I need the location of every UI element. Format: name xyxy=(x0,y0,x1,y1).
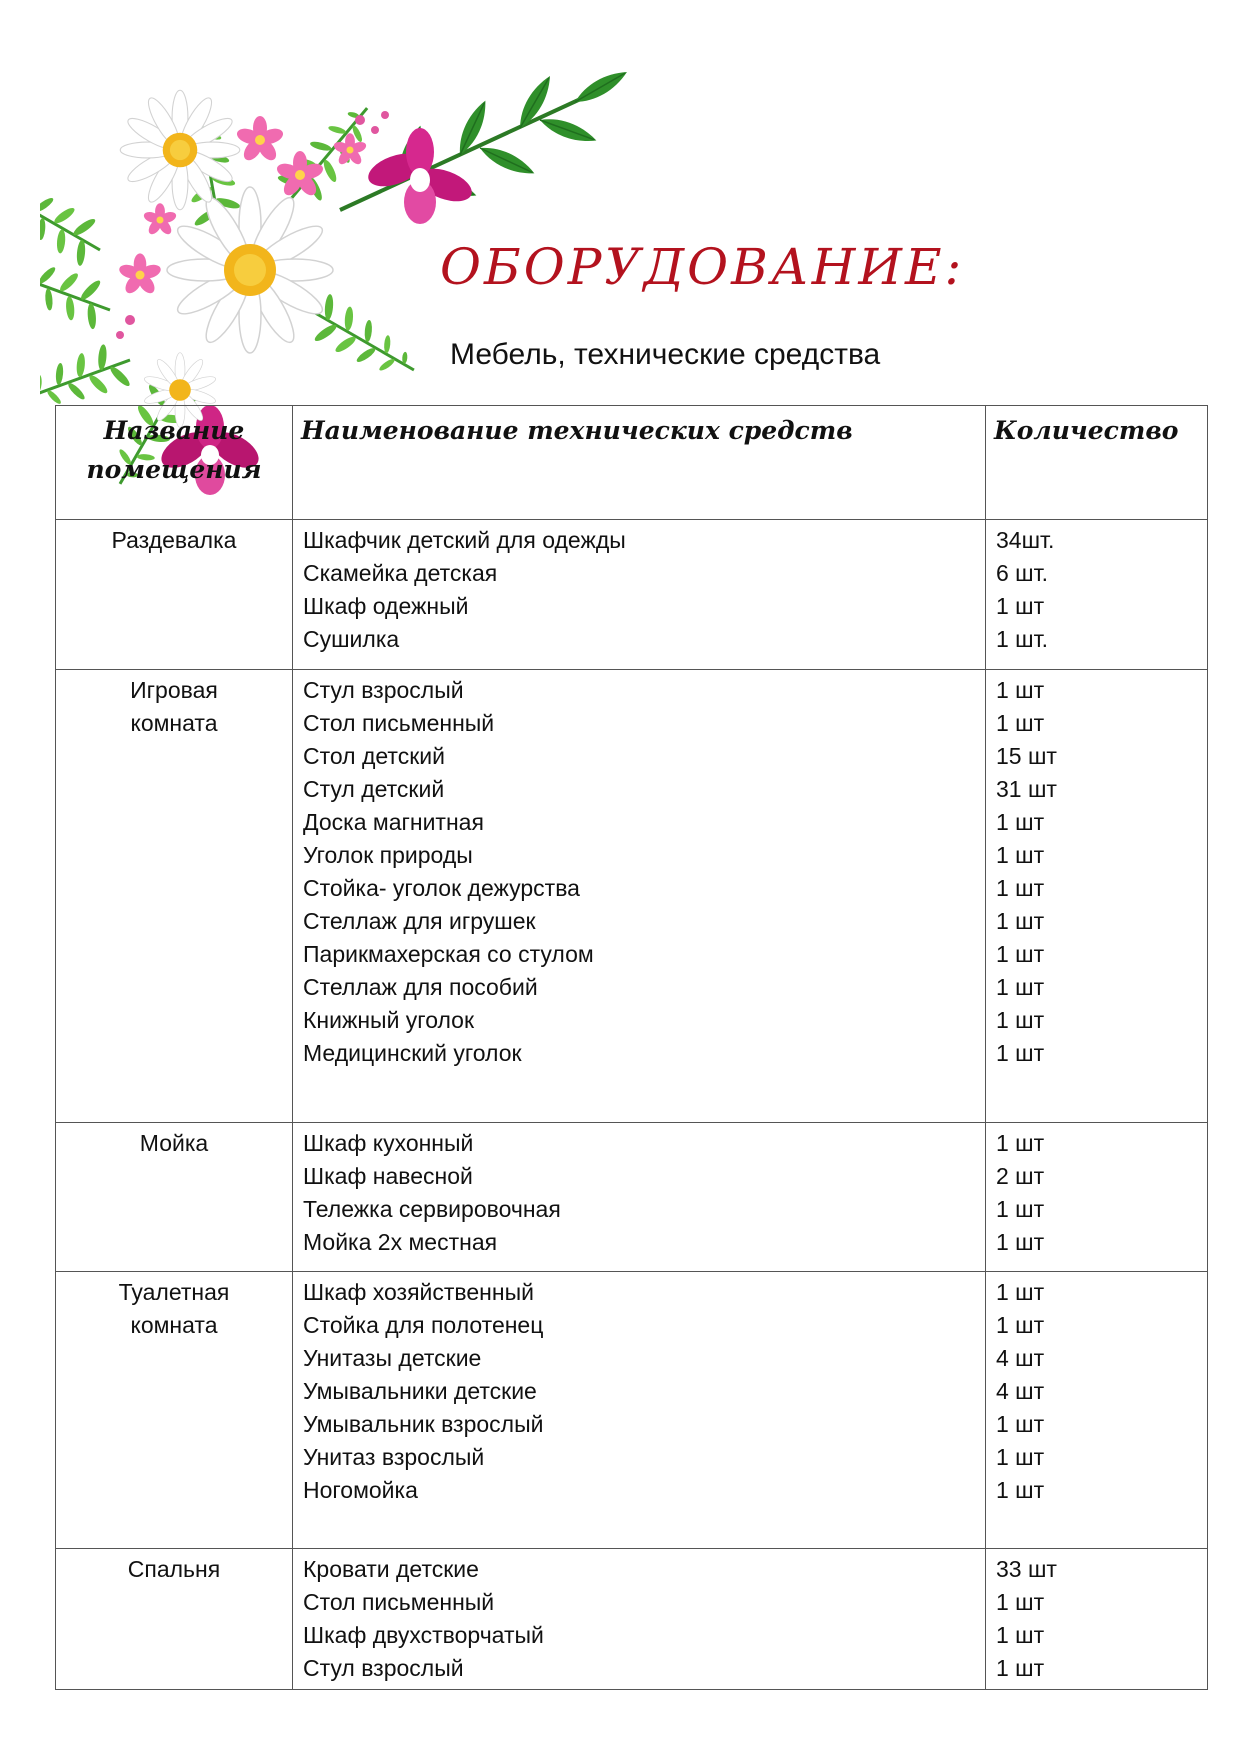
quantity-value: 1 шт xyxy=(996,1622,1045,1648)
room-name-line: Мойка xyxy=(139,1130,209,1156)
room-name-line: Игровая xyxy=(130,677,218,703)
page-title: ОБОРУДОВАНИЕ: xyxy=(440,238,965,296)
quantity-value: 34шт. xyxy=(996,527,1055,553)
quantity-value: 1 шт xyxy=(996,809,1045,835)
header-room-name: Название помещения xyxy=(56,406,293,520)
equipment-item: Стол письменный xyxy=(303,710,495,736)
room-name-line: Раздевалка xyxy=(111,527,237,553)
quantity-cell xyxy=(986,1272,1208,1549)
equipment-list-cell xyxy=(293,1123,986,1272)
equipment-list-cell xyxy=(293,520,986,670)
equipment-item: Умывальники детские xyxy=(303,1378,537,1404)
quantity-value: 1 шт xyxy=(996,908,1045,934)
table-row xyxy=(56,1123,1208,1272)
equipment-item: Стол письменный xyxy=(303,1589,495,1615)
equipment-item: Доска магнитная xyxy=(303,809,484,835)
room-name-line: Спальня xyxy=(127,1556,221,1582)
equipment-item: Шкаф кухонный xyxy=(303,1130,474,1156)
quantity-value: 1 шт xyxy=(996,593,1045,619)
quantity-value: 1 шт xyxy=(996,875,1045,901)
quantity-value: 4 шт xyxy=(996,1345,1045,1371)
quantity-value: 1 шт xyxy=(996,1312,1045,1338)
equipment-item: Книжный уголок xyxy=(303,1007,475,1033)
table-header-row xyxy=(56,406,1208,520)
equipment-item: Стол детский xyxy=(303,743,445,769)
quantity-value: 1 шт xyxy=(996,842,1045,868)
equipment-item: Скамейка детская xyxy=(303,560,498,586)
room-name-line: комната xyxy=(130,710,218,736)
quantity-value: 1 шт xyxy=(996,1411,1045,1437)
equipment-item: Шкаф навесной xyxy=(303,1163,473,1189)
room-name-line: Туалетная xyxy=(118,1279,230,1305)
quantity-value: 1 шт xyxy=(996,974,1045,1000)
room-name-cell xyxy=(56,1549,293,1690)
equipment-item: Стул взрослый xyxy=(303,1655,464,1681)
room-name-cell xyxy=(56,1123,293,1272)
quantity-value: 1 шт xyxy=(996,1040,1045,1066)
table-row xyxy=(56,520,1208,670)
quantity-cell xyxy=(986,1123,1208,1272)
quantity-value: 6 шт. xyxy=(996,560,1049,586)
quantity-value: 33 шт xyxy=(996,1556,1057,1582)
equipment-item: Ногомойка xyxy=(303,1477,418,1503)
table-row xyxy=(56,670,1208,1123)
quantity-value: 1 шт xyxy=(996,1196,1045,1222)
equipment-item: Тележка сервировочная xyxy=(303,1196,561,1222)
quantity-cell xyxy=(986,1549,1208,1690)
equipment-item: Унитазы детские xyxy=(303,1345,482,1371)
equipment-item: Сушилка xyxy=(303,626,400,652)
table-row xyxy=(56,1272,1208,1549)
quantity-value: 1 шт xyxy=(996,1229,1045,1255)
equipment-item: Уголок природы xyxy=(303,842,473,868)
quantity-value: 1 шт xyxy=(996,1589,1045,1615)
quantity-value: 1 шт xyxy=(996,1655,1045,1681)
room-name-line: комната xyxy=(130,1312,218,1338)
equipment-item: Шкаф хозяйственный xyxy=(303,1279,534,1305)
equipment-table xyxy=(55,405,1208,1690)
quantity-cell xyxy=(986,670,1208,1123)
quantity-value: 1 шт xyxy=(996,710,1045,736)
quantity-value: 31 шт xyxy=(996,776,1057,802)
equipment-item: Шкаф двухстворчатый xyxy=(303,1622,544,1648)
equipment-item: Парикмахерская со стулом xyxy=(303,941,594,967)
quantity-value: 1 шт xyxy=(996,941,1045,967)
equipment-item: Стул взрослый xyxy=(303,677,464,703)
equipment-item: Мойка 2х местная xyxy=(303,1229,498,1255)
equipment-item: Умывальник взрослый xyxy=(303,1411,544,1437)
equipment-list-cell xyxy=(293,670,986,1123)
quantity-value: 1 шт xyxy=(996,1477,1045,1503)
quantity-value: 4 шт xyxy=(996,1378,1045,1404)
quantity-value: 1 шт xyxy=(996,1130,1045,1156)
quantity-value: 15 шт xyxy=(996,743,1057,769)
header-quantity: Количество xyxy=(986,406,1208,520)
quantity-value: 2 шт xyxy=(996,1163,1045,1189)
room-name-cell xyxy=(56,520,293,670)
room-name-cell xyxy=(56,1272,293,1549)
table-row xyxy=(56,1549,1208,1690)
room-name-cell xyxy=(56,670,293,1123)
equipment-item: Кровати детские xyxy=(303,1556,479,1582)
quantity-value: 1 шт xyxy=(996,1007,1045,1033)
page-subtitle: Мебель, технические средства xyxy=(450,338,881,371)
equipment-item: Медицинский уголок xyxy=(303,1040,522,1066)
equipment-list-cell xyxy=(293,1549,986,1690)
header-equipment-name: Наименование технических средств xyxy=(293,406,986,520)
equipment-item: Стойка для полотенец xyxy=(303,1312,544,1338)
equipment-item: Стойка- уголок дежурства xyxy=(303,875,580,901)
equipment-item: Стеллаж для игрушек xyxy=(303,908,536,934)
quantity-value: 1 шт xyxy=(996,677,1045,703)
equipment-item: Шкафчик детский для одежды xyxy=(303,527,626,553)
quantity-value: 1 шт xyxy=(996,1279,1045,1305)
equipment-item: Шкаф одежный xyxy=(303,593,469,619)
equipment-item: Стул детский xyxy=(303,776,445,802)
quantity-cell xyxy=(986,520,1208,670)
quantity-value: 1 шт xyxy=(996,1444,1045,1470)
equipment-item: Стеллаж для пособий xyxy=(303,974,538,1000)
equipment-list-cell xyxy=(293,1272,986,1549)
quantity-value: 1 шт. xyxy=(996,626,1049,652)
equipment-item: Унитаз взрослый xyxy=(303,1444,485,1470)
